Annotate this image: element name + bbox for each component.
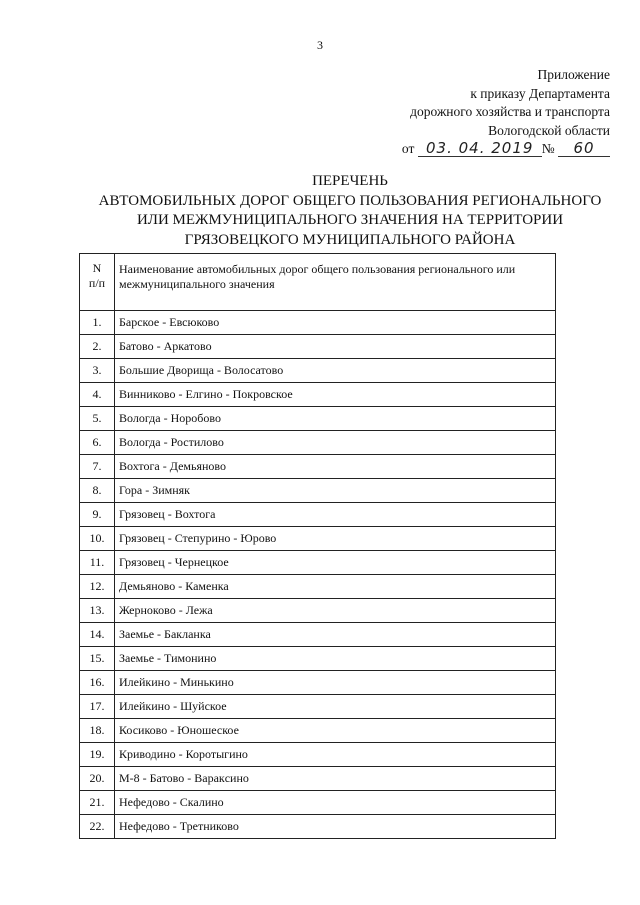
row-number: 17. <box>80 695 115 719</box>
table-row <box>80 743 556 767</box>
table-row <box>80 791 556 815</box>
table-header-row <box>80 254 556 311</box>
table-row <box>80 479 556 503</box>
row-number: 18. <box>80 719 115 743</box>
road-name: Грязовец - Чернецкое <box>115 551 556 575</box>
column-header-number-line1: N <box>92 261 102 275</box>
row-number: 19. <box>80 743 115 767</box>
table-row <box>80 335 556 359</box>
order-date-line <box>402 140 610 159</box>
road-name: Грязовец - Вохтога <box>115 503 556 527</box>
road-name: Заемье - Бакланка <box>115 623 556 647</box>
table-row <box>80 431 556 455</box>
row-number: 5. <box>80 407 115 431</box>
heading-line-2: АВТОМОБИЛЬНЫХ ДОРОГ ОБЩЕГО ПОЛЬЗОВАНИЯ РЕГИОНАЛЬНОГО <box>98 192 602 209</box>
road-name: Вологда - Норобово <box>115 407 556 431</box>
road-name: Заемье - Тимонино <box>115 647 556 671</box>
table-row <box>80 359 556 383</box>
table-row <box>80 719 556 743</box>
row-number: 12. <box>80 575 115 599</box>
row-number: 16. <box>80 671 115 695</box>
road-name: Барское - Евсюково <box>115 311 556 335</box>
road-name: Большие Дворища - Волосатово <box>115 359 556 383</box>
table-row <box>80 455 556 479</box>
column-header-number-line2: п/п <box>88 276 106 290</box>
heading-line-4: ГРЯЗОВЕЦКОГО МУНИЦИПАЛЬНОГО РАЙОНА <box>184 231 516 248</box>
row-number: 22. <box>80 815 115 839</box>
appendix-line-4: Вологодской области <box>488 122 610 138</box>
table-row <box>80 647 556 671</box>
row-number: 3. <box>80 359 115 383</box>
road-name: Нефедово - Скалино <box>115 791 556 815</box>
row-number: 9. <box>80 503 115 527</box>
table-row <box>80 671 556 695</box>
road-name: Жерноково - Лежа <box>115 599 556 623</box>
table-row <box>80 383 556 407</box>
table-row <box>80 575 556 599</box>
row-number: 1. <box>80 311 115 335</box>
number-sign: № <box>541 141 555 157</box>
column-header-name: Наименование автомобильных дорог общего пользования регионального или межмуниципального значения <box>115 254 556 311</box>
row-number: 13. <box>80 599 115 623</box>
table-row <box>80 815 556 839</box>
column-header-number <box>80 254 115 311</box>
road-name: Демьяново - Каменка <box>115 575 556 599</box>
row-number: 6. <box>80 431 115 455</box>
row-number: 7. <box>80 455 115 479</box>
page-number: 3 <box>317 38 323 52</box>
row-number: 2. <box>80 335 115 359</box>
road-name: Грязовец - Степурино - Юрово <box>115 527 556 551</box>
row-number: 10. <box>80 527 115 551</box>
document-heading <box>60 172 640 250</box>
road-name: Вологда - Ростилово <box>115 431 556 455</box>
table-row <box>80 623 556 647</box>
road-name: Криводино - Коротыгино <box>115 743 556 767</box>
road-name: Нефедово - Третниково <box>115 815 556 839</box>
row-number: 21. <box>80 791 115 815</box>
table-row <box>80 503 556 527</box>
road-name: Батово - Аркатово <box>115 335 556 359</box>
table-row <box>80 599 556 623</box>
row-number: 4. <box>80 383 115 407</box>
row-number: 15. <box>80 647 115 671</box>
road-name: Косиково - Юношеское <box>115 719 556 743</box>
table-row <box>80 527 556 551</box>
heading-line-3: ИЛИ МЕЖМУНИЦИПАЛЬНОГО ЗНАЧЕНИЯ НА ТЕРРИТОРИИ <box>136 212 564 228</box>
handwritten-date: 03. 04. 2019 <box>418 140 542 157</box>
row-number: 11. <box>80 551 115 575</box>
road-name: Гора - Зимняк <box>115 479 556 503</box>
road-name: Илейкино - Шуйское <box>115 695 556 719</box>
table-row <box>80 695 556 719</box>
road-name: Вохтога - Демьяново <box>115 455 556 479</box>
row-number: 20. <box>80 767 115 791</box>
table-row <box>80 551 556 575</box>
table-row <box>80 311 556 335</box>
appendix-line-1: Приложение <box>537 67 610 82</box>
appendix-line-3: дорожного хозяйства и транспорта <box>410 104 610 120</box>
road-name: Илейкино - Минькино <box>115 671 556 695</box>
table-row <box>80 407 556 431</box>
row-number: 14. <box>80 623 115 647</box>
heading-line-1: ПЕРЕЧЕНЬ <box>312 173 388 189</box>
row-number: 8. <box>80 479 115 503</box>
date-prefix: от <box>401 141 415 157</box>
appendix-line-2: к приказу Департамента <box>470 85 610 101</box>
handwritten-order-number: 60 <box>558 140 610 157</box>
road-name: М-8 - Батово - Варакcино <box>115 767 556 791</box>
table-row <box>80 767 556 791</box>
roads-table <box>79 253 556 839</box>
appendix-block <box>402 66 610 159</box>
road-name: Винниково - Елгино - Покровское <box>115 383 556 407</box>
